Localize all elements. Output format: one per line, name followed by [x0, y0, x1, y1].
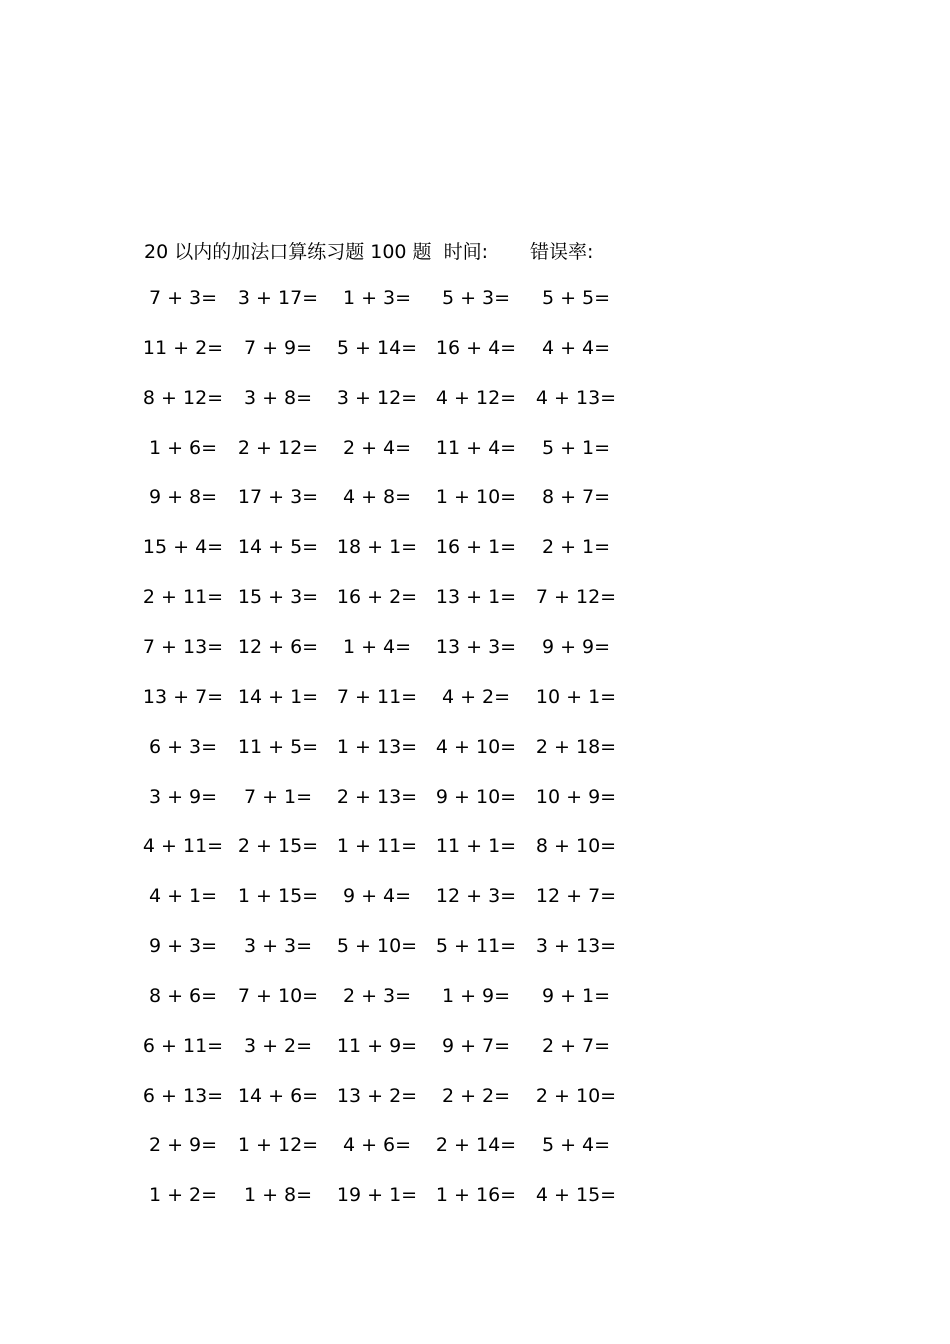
- arithmetic-problem: 6 + 11=: [142, 1034, 224, 1057]
- arithmetic-problem: 2 + 3=: [342, 984, 412, 1007]
- arithmetic-problem: 2 + 1=: [541, 536, 611, 559]
- arithmetic-problem: 7 + 9=: [243, 336, 313, 359]
- arithmetic-problem: 1 + 13=: [336, 735, 418, 758]
- arithmetic-problem: 11 + 2=: [142, 336, 224, 359]
- arithmetic-problem: 16 + 2=: [336, 586, 418, 609]
- arithmetic-problem: 5 + 3=: [441, 287, 511, 309]
- arithmetic-problem: 2 + 4=: [342, 436, 412, 459]
- arithmetic-problem: 2 + 11=: [142, 586, 224, 609]
- arithmetic-problem: 13 + 1=: [435, 586, 517, 609]
- arithmetic-problem: 3 + 9=: [148, 785, 218, 808]
- arithmetic-problem: 2 + 9=: [148, 1134, 218, 1157]
- arithmetic-problem: 4 + 1=: [148, 885, 218, 908]
- arithmetic-problem: 9 + 9=: [541, 635, 611, 658]
- arithmetic-problem: 5 + 5=: [541, 287, 611, 309]
- arithmetic-problem: 11 + 5=: [237, 735, 319, 758]
- error-rate-label: 错误率:: [529, 240, 594, 263]
- arithmetic-problem: 16 + 1=: [435, 536, 517, 559]
- arithmetic-problem: 1 + 10=: [435, 486, 517, 509]
- arithmetic-problem: 7 + 1=: [243, 785, 313, 808]
- arithmetic-problem: 7 + 11=: [336, 685, 418, 708]
- arithmetic-problem: 1 + 2=: [148, 1184, 218, 1207]
- arithmetic-problem: 10 + 1=: [535, 685, 617, 708]
- arithmetic-problem: 11 + 9=: [336, 1034, 418, 1057]
- arithmetic-problem: 13 + 3=: [435, 635, 517, 658]
- arithmetic-problem: 12 + 3=: [435, 885, 517, 908]
- arithmetic-problem: 7 + 3=: [148, 287, 218, 309]
- arithmetic-problem: 12 + 6=: [237, 635, 319, 658]
- arithmetic-problem: 11 + 4=: [435, 436, 517, 459]
- arithmetic-problem: 2 + 18=: [535, 735, 617, 758]
- arithmetic-problem: 4 + 4=: [541, 336, 611, 359]
- arithmetic-problem: 5 + 1=: [541, 436, 611, 459]
- arithmetic-problem: 3 + 8=: [243, 386, 313, 409]
- arithmetic-problem: 9 + 7=: [441, 1034, 511, 1057]
- arithmetic-problem: 18 + 1=: [336, 536, 418, 559]
- time-label: 时间:: [443, 240, 488, 263]
- arithmetic-problem: 4 + 2=: [441, 685, 511, 708]
- arithmetic-problem: 14 + 5=: [237, 536, 319, 559]
- arithmetic-problem: 6 + 3=: [148, 735, 218, 758]
- arithmetic-problem: 2 + 14=: [435, 1134, 517, 1157]
- arithmetic-problem: 4 + 8=: [342, 486, 412, 509]
- arithmetic-problem: 14 + 1=: [237, 685, 319, 708]
- arithmetic-problem: 3 + 2=: [243, 1034, 313, 1057]
- arithmetic-problem: 13 + 2=: [336, 1084, 418, 1107]
- arithmetic-problem: 1 + 16=: [435, 1184, 517, 1207]
- arithmetic-problem: 5 + 14=: [336, 336, 418, 359]
- arithmetic-problem: 13 + 7=: [142, 685, 224, 708]
- arithmetic-problem: 9 + 1=: [541, 984, 611, 1007]
- arithmetic-problem: 9 + 10=: [435, 785, 517, 808]
- arithmetic-problem: 4 + 11=: [142, 835, 224, 858]
- arithmetic-problem: 1 + 9=: [441, 984, 511, 1007]
- arithmetic-problem: 9 + 8=: [148, 486, 218, 509]
- arithmetic-problem: 15 + 4=: [142, 536, 224, 559]
- arithmetic-problem: 1 + 15=: [237, 885, 319, 908]
- arithmetic-problem: 9 + 3=: [148, 935, 218, 958]
- arithmetic-problem: 4 + 6=: [342, 1134, 412, 1157]
- arithmetic-problem: 12 + 7=: [535, 885, 617, 908]
- arithmetic-problem: 2 + 15=: [237, 835, 319, 858]
- arithmetic-problem: 6 + 13=: [142, 1084, 224, 1107]
- arithmetic-problem: 3 + 3=: [243, 935, 313, 958]
- arithmetic-problem: 3 + 13=: [535, 935, 617, 958]
- arithmetic-problem: 17 + 3=: [237, 486, 319, 509]
- arithmetic-problem: 5 + 10=: [336, 935, 418, 958]
- arithmetic-problem: 3 + 12=: [336, 386, 418, 409]
- arithmetic-problem: 16 + 4=: [435, 336, 517, 359]
- arithmetic-problem: 15 + 3=: [237, 586, 319, 609]
- arithmetic-problem: 14 + 6=: [237, 1084, 319, 1107]
- arithmetic-problem: 8 + 6=: [148, 984, 218, 1007]
- arithmetic-problem: 1 + 3=: [342, 287, 412, 309]
- arithmetic-problem: 4 + 13=: [535, 386, 617, 409]
- arithmetic-problem: 19 + 1=: [336, 1184, 418, 1207]
- arithmetic-problem: 7 + 10=: [237, 984, 319, 1007]
- arithmetic-problem: 11 + 1=: [435, 835, 517, 858]
- arithmetic-problem: 5 + 4=: [541, 1134, 611, 1157]
- arithmetic-problem: 2 + 2=: [441, 1084, 511, 1107]
- arithmetic-problem: 1 + 6=: [148, 436, 218, 459]
- arithmetic-problem: 4 + 15=: [535, 1184, 617, 1207]
- arithmetic-problem: 9 + 4=: [342, 885, 412, 908]
- arithmetic-problem: 1 + 12=: [237, 1134, 319, 1157]
- arithmetic-problem: 2 + 13=: [336, 785, 418, 808]
- worksheet-title: 20 以内的加法口算练习题 100 题: [144, 240, 432, 263]
- arithmetic-problem: 8 + 7=: [541, 486, 611, 509]
- arithmetic-problem: 1 + 8=: [243, 1184, 313, 1207]
- arithmetic-problem: 4 + 10=: [435, 735, 517, 758]
- arithmetic-problem: 7 + 12=: [535, 586, 617, 609]
- arithmetic-problem: 5 + 11=: [435, 935, 517, 958]
- arithmetic-problem: 7 + 13=: [142, 635, 224, 658]
- arithmetic-problem: 4 + 12=: [435, 386, 517, 409]
- arithmetic-problem: 2 + 12=: [237, 436, 319, 459]
- arithmetic-problem: 8 + 12=: [142, 386, 224, 409]
- arithmetic-problem: 2 + 10=: [535, 1084, 617, 1107]
- arithmetic-problem: 1 + 4=: [342, 635, 412, 658]
- arithmetic-problem: 2 + 7=: [541, 1034, 611, 1057]
- arithmetic-problem: 8 + 10=: [535, 835, 617, 858]
- arithmetic-problem: 1 + 11=: [336, 835, 418, 858]
- arithmetic-problem: 3 + 17=: [237, 287, 319, 309]
- arithmetic-problem: 10 + 9=: [535, 785, 617, 808]
